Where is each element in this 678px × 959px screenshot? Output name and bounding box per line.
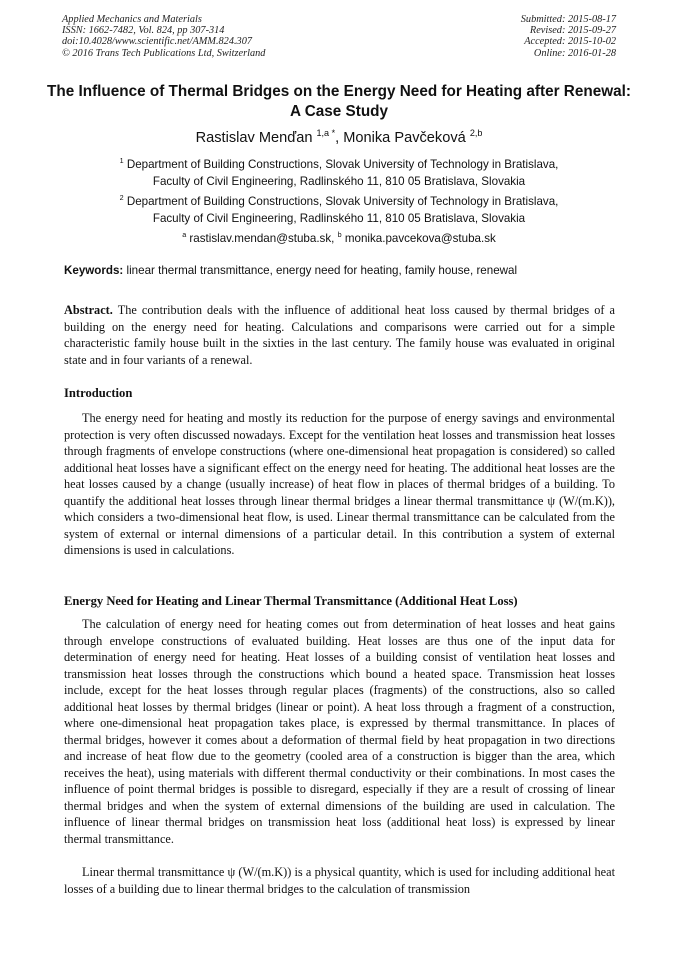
abstract-label: Abstract. — [64, 303, 113, 317]
section-heading: Energy Need for Heating and Linear Thermal Transmittance (Additional Heat Loss) — [64, 594, 518, 608]
author-2-marker: 2,b — [469, 128, 483, 139]
email-b-marker: b — [337, 230, 342, 240]
introduction-body — [64, 410, 615, 559]
journal-name: Applied Mechanics and Materials — [62, 14, 202, 25]
journal-doi: doi:10.4028/www.scientific.net/AMM.824.307 — [62, 36, 252, 48]
section-body — [64, 616, 615, 847]
journal-info — [62, 14, 265, 59]
section-paragraph-1: The calculation of energy need for heating comes out from determination of heat losses and heat gains through envelope constructions of evaluated building. Heat losses are thus one of the input data for determination of energy need for heating. Heat losses of a building consist of ventilation heat losses and transmission heat losses through the constructions which bound a heated space. Transmission heat losses include, except for the heat losses through regular places (fragments) of the constructions, also so called additional heat losses by thermal bridges (linear or point). A heat loss through a fragment of a construction, where one-dimensional heat propagation takes place, is expressed by thermal transmittance. In places of thermal bridges, however it comes about a deformation of thermal field by heat propagation in two directions and increase of heat flow due to the geometry (cooled area of a construction is bigger than the area, which receives the heat), using materials with different thermal conductivity or their combinations. In most cases the influence of point thermal bridges is possible to disregard, especially if they are a result of crossing of linear thermal bridges and when the system of external dimensions of the building are used in calculation. The influence of linear thermal bridges on transmission heat loss (additional heat loss) is expressed by linear thermal transmittance. — [64, 617, 615, 846]
journal-copyright: © 2016 Trans Tech Publications Ltd, Switzerland — [62, 47, 266, 59]
section-paragraph-2: Linear thermal transmittance ψ (W/(m.K)) is a physical quantity, which is used for including additional heat losses of a building due to linear thermal bridges to the calculation of transmission — [64, 865, 615, 896]
affiliation-2 — [0, 193, 678, 227]
affiliation-1-line-1: Department of Building Constructions, Slovak University of Technology in Bratislava, — [126, 158, 559, 171]
paper-title: The Influence of Thermal Bridges on the Energy Need for Heating after Renewal: A Case Study — [47, 83, 631, 120]
date-revised: Revised: 2015-09-27 — [529, 25, 616, 37]
affiliation-1 — [0, 156, 678, 190]
author-1-marker: 1,a * — [316, 128, 336, 139]
affiliation-2-number: 2 — [119, 193, 124, 203]
introduction-heading: Introduction — [64, 386, 133, 400]
author-2: Monika Pavčeková — [343, 130, 466, 146]
email-a-marker: a — [182, 230, 187, 240]
email-a-link[interactable]: rastislav.mendan@stuba.sk, — [189, 232, 335, 245]
author-1: Rastislav Menďan — [195, 130, 313, 146]
author-list: Rastislav Menďan $^{1,a *}$, Monika Pavčeková $^{2,b}$ — [195, 128, 483, 146]
keywords-text: linear thermal transmittance, energy need for heating, family house, renewal — [126, 264, 518, 277]
journal-issn: ISSN: 1662-7482, Vol. 824, pp 307-314 — [62, 25, 225, 37]
affiliation-1-line-2: Faculty of Civil Engineering, Radlinského 11, 810 05 Bratislava, Slovakia — [152, 175, 526, 188]
affiliation-1-number: 1 — [119, 156, 124, 166]
date-online: Online: 2016-01-28 — [533, 47, 616, 59]
affiliation-2-line-1: Department of Building Constructions, Slovak University of Technology in Bratislava, — [126, 195, 559, 208]
keywords-label: Keywords: — [64, 264, 124, 277]
email-b-link[interactable]: monika.pavcekova@stuba.sk — [344, 232, 496, 245]
date-submitted: Submitted: 2015-08-17 — [520, 14, 616, 25]
keywords — [64, 264, 616, 277]
introduction-paragraph: The energy need for heating and mostly its reduction for the purpose of energy savings and environmental protection is very often discussed nowadays. Except for the ventilation heat losses and transmission heat losses through fragments of envelope constructions (where one-dimensional heat propagation is considered) so called additional heat losses have a significant effect on the energy need for heating. The additional heat losses are the heat losses caused by a change (usually increase) of heat flow in places of thermal bridges of a building. To quantify the additional heat losses through linear thermal bridges a linear thermal transmittance ψ (W/(m.K)), which considers a two-dimensional heat flow, is used. Linear thermal transmittance can be calculated from the system of external or internal dimensions of a particular detail. In this contribution a system of external dimensions is used in calculations. — [64, 411, 615, 557]
abstract-text: The contribution deals with the influence of additional heat loss caused by thermal bridges of a building on the energy need for heating. Calculations and comparisons were carried out for a simple characteristic family house built in the sixties in the last century. The family house was evaluated in original state and in four variants of a renewal. — [64, 303, 615, 367]
affiliation-2-line-2: Faculty of Civil Engineering, Radlinského 11, 810 05 Bratislava, Slovakia — [152, 212, 526, 225]
publication-dates — [521, 14, 616, 59]
abstract — [64, 302, 615, 368]
date-accepted: Accepted: 2015-10-02 — [524, 36, 616, 48]
journal-header — [62, 14, 616, 59]
author-emails — [0, 230, 678, 247]
section-body-continued — [64, 864, 615, 897]
